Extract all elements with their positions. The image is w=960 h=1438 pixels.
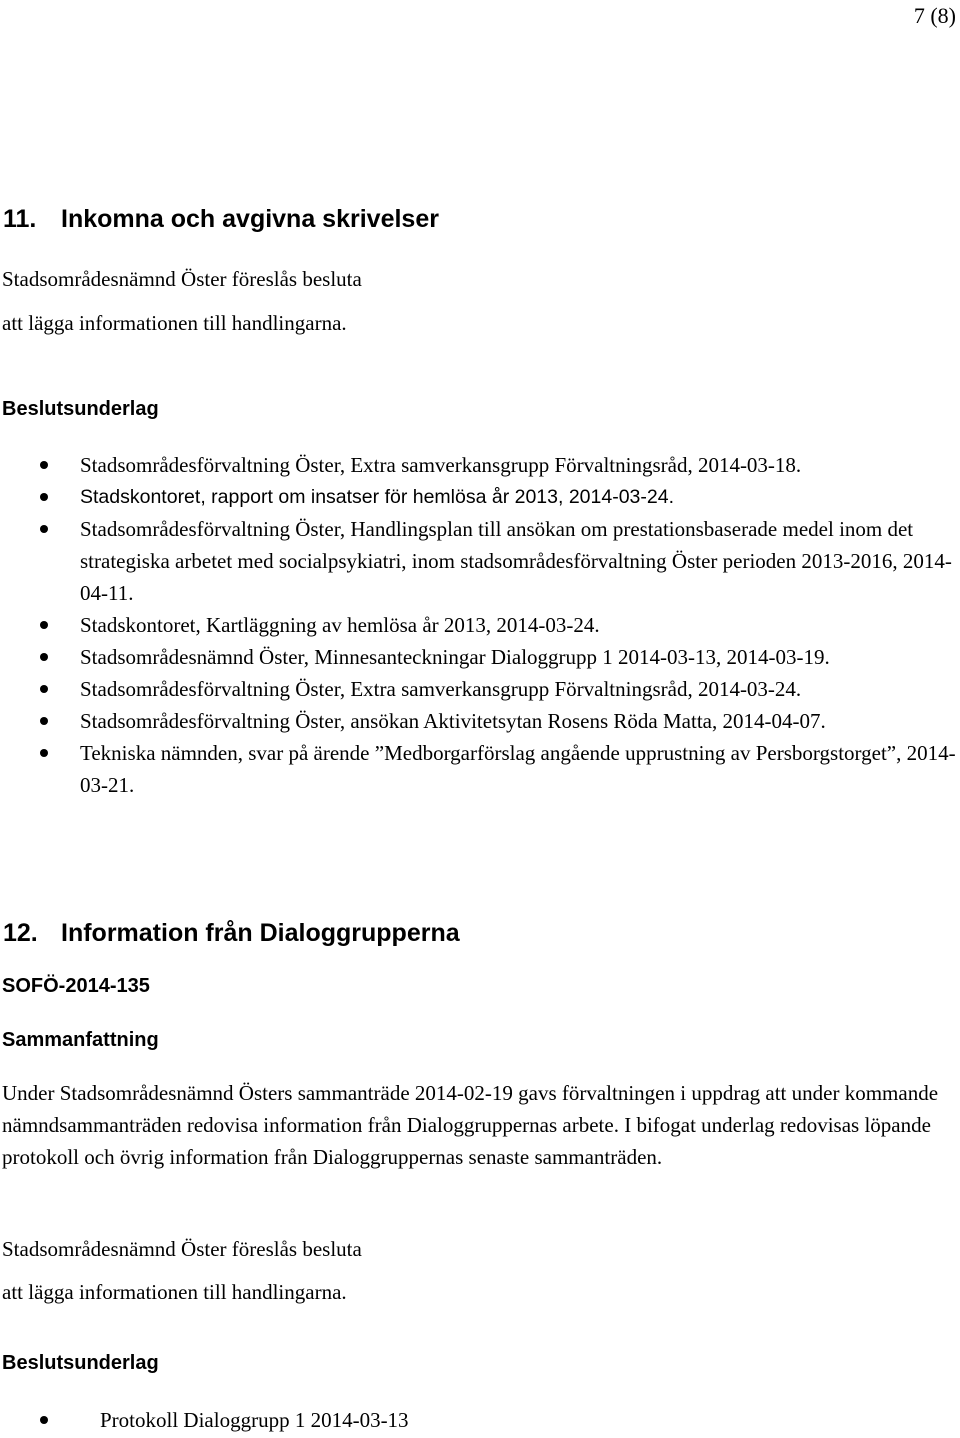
section-11-decision (2, 307, 347, 339)
section-12-beslutsunderlag-list (0, 1404, 960, 1436)
list-item-text: Stadsområdesförvaltning Öster, Extra samverkansgrupp Förvaltningsråd, 2014-03-24. (80, 677, 802, 701)
list-item (0, 641, 960, 673)
list-item-text: Stadsområdesnämnd Öster, Minnesanteckningar Dialoggrupp 1 2014-03-13, 2014-03-19. (80, 645, 830, 669)
section-12-title: Information från Dialoggrupperna (61, 919, 460, 947)
list-item (0, 705, 960, 737)
section-12-att: att (2, 1280, 23, 1304)
section-12-number: 12. (3, 919, 38, 947)
bullet-icon (40, 1416, 48, 1424)
list-item-text: Stadsområdesförvaltning Öster, Extra samverkansgrupp Förvaltningsråd, 2014-03-18. (80, 453, 802, 477)
bullet-icon (40, 493, 48, 501)
bullet-icon (40, 653, 48, 661)
case-number: SOFÖ-2014-135 (2, 975, 150, 997)
list-item-text: Stadsområdesförvaltning Öster, Handlingsplan till ansökan om prestationsbaserade medel inom det strategiska arbetet med socialpsykiatri, inom stadsområdesförvaltning Öster perioden 2013-2016, 2014-04-11. (80, 517, 952, 605)
section-11-decision-text: lägga informationen till handlingarna. (23, 311, 347, 335)
section-11-beslutsunderlag-heading: Beslutsunderlag (2, 398, 159, 420)
list-item (0, 737, 960, 801)
list-item-text: Stadsområdesförvaltning Öster, ansökan Aktivitetsytan Rosens Röda Matta, 2014-04-07. (80, 709, 826, 733)
list-item (0, 481, 960, 513)
bullet-icon (40, 525, 48, 533)
bullet-icon (40, 621, 48, 629)
list-item (0, 449, 960, 481)
section-12-beslutsunderlag-heading: Beslutsunderlag (2, 1352, 159, 1374)
section-11-number: 11. (3, 205, 37, 233)
list-item-text: Stadskontoret, rapport om insatser för hemlösa år 2013, 2014-03-24. (80, 486, 674, 508)
section-11-beslutsunderlag-list (0, 449, 960, 801)
bullet-icon (40, 717, 48, 725)
bullet-icon (40, 749, 48, 757)
list-item (0, 673, 960, 705)
section-11-heading (3, 203, 439, 235)
list-item-text: Protokoll Dialoggrupp 1 2014-03-13 (100, 1408, 409, 1432)
section-11-att: att (2, 311, 23, 335)
list-item (0, 1404, 960, 1436)
page-number: 7 (8) (913, 3, 956, 28)
bullet-icon (40, 461, 48, 469)
section-12-decision (2, 1276, 347, 1308)
section-12-heading (3, 917, 460, 949)
section-11-proposal-intro: Stadsområdesnämnd Öster föreslås besluta (2, 267, 362, 291)
bullet-icon (40, 685, 48, 693)
summary-text: Under Stadsområdesnämnd Östers sammanträde 2014-02-19 gavs förvaltningen i uppdrag att under kommande nämndsammanträden redovisa information från Dialoggruppernas arbete. I bifogat underlag redovisas löpande protokoll och övrig information från Dialoggruppernas senaste sammanträden. (2, 1081, 939, 1169)
list-item-text: Tekniska nämnden, svar på ärende ”Medborgarförslag angående upprustning av Persborgstorget”, 2014-03-21. (80, 741, 956, 797)
section-11-title: Inkomna och avgivna skrivelser (61, 205, 439, 233)
list-item (0, 513, 960, 609)
section-12-proposal-intro: Stadsområdesnämnd Öster föreslås besluta (2, 1237, 362, 1261)
summary-heading: Sammanfattning (2, 1029, 159, 1051)
list-item-text: Stadskontoret, Kartläggning av hemlösa år 2013, 2014-03-24. (80, 613, 600, 637)
section-12-decision-text: lägga informationen till handlingarna. (23, 1280, 347, 1304)
list-item (0, 609, 960, 641)
